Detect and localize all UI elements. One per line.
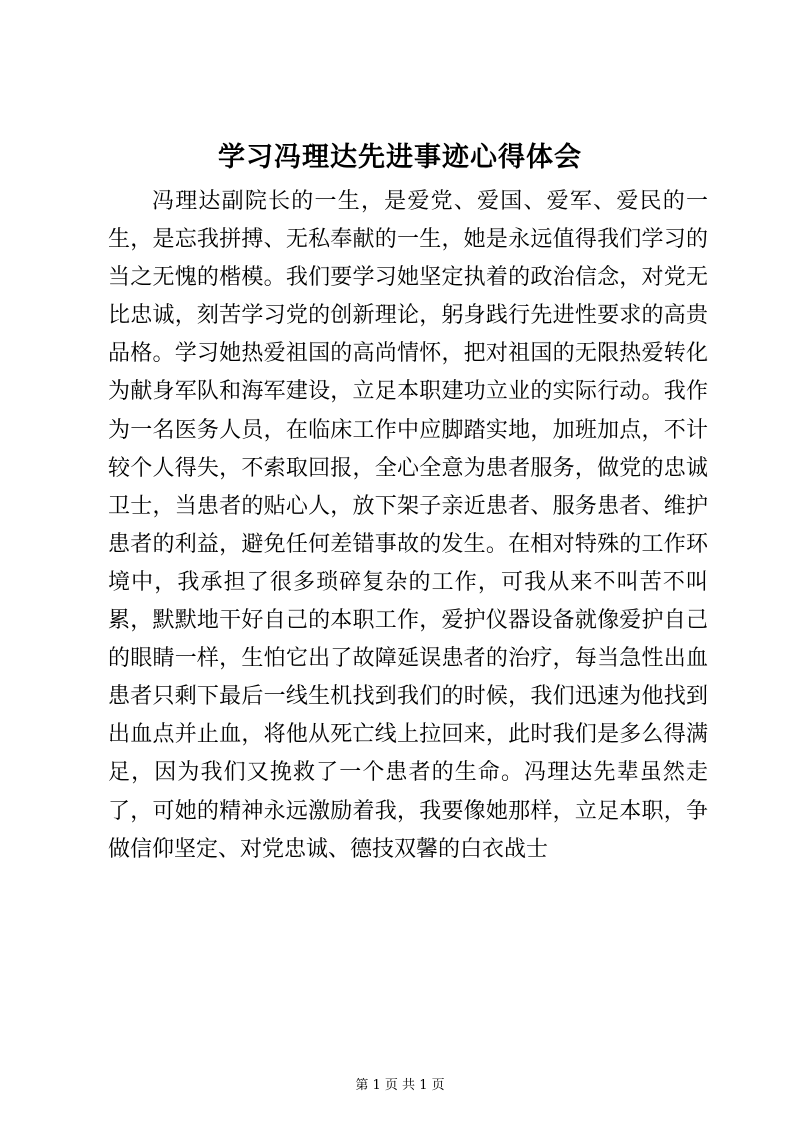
page-footer: 第 1 页 共 1 页 [355,1078,445,1093]
document-title: 学习冯理达先进事迹心得体会 [218,142,582,173]
body-paragraph: 冯理达副院长的一生，是爱党、爱国、爱军、爱民的一生，是忘我拼搏、无私奉献的一生，她是永远值得我们学习的当之无愧的楷模。我们要学习她坚定执着的政治信念，对党无比忠诚，刻苦学习党的创新理论，躬身践行先进性要求的高贵品格。学习她热爱祖国的高尚情怀，把对祖国的无限热爱转化为献身军队和海军建设，立足本职建功立业的实际行动。我作为一名医务人员，在临床工作中应脚踏实地，加班加点，不计较个人得失，不索取回报，全心全意为患者服务，做党的忠诚卫士，当患者的贴心人，放下架子亲近患者、服务患者、维护患者的利益，避免任何差错事故的发生。在相对特殊的工作环境中，我承担了很多琐碎复杂的工作，可我从来不叫苦不叫累，默默地干好自己的本职工作，爱护仪器设备就像爱护自己的眼睛一样，生怕它出了故障延误患者的治疗，每当急性出血患者只剩下最后一线生机找到我们的时候，我们迅速为他找到出血点并止血，将他从死亡线上拉回来，此时我们是多么得满足，因为我们又挽救了一个患者的生命。冯理达先辈虽然走了，可她的精神永远激励着我，我要像她那样，立足本职，争做信仰坚定、对党忠诚、德技双馨的白衣战士 [108,189,708,862]
